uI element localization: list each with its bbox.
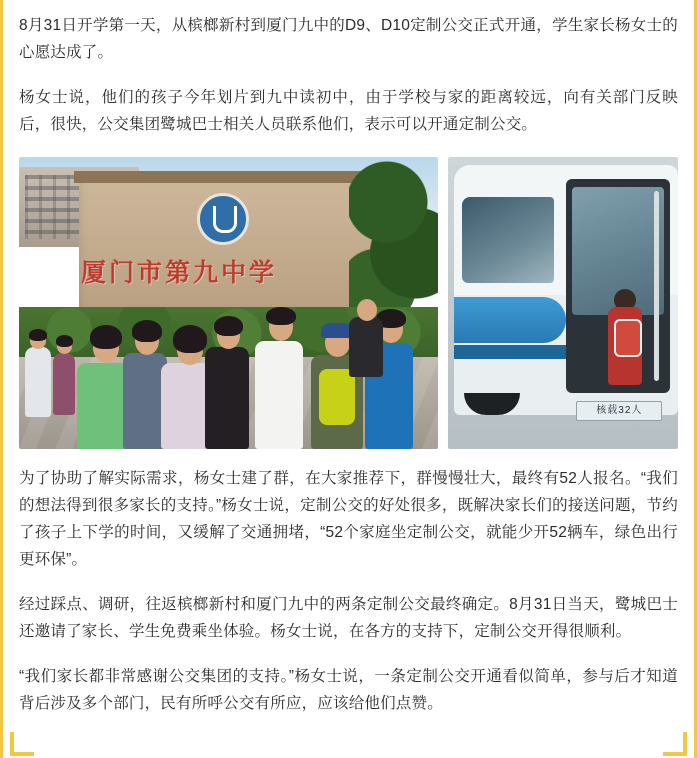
paragraph-3: 为了协助了解实际需求，杨女士建了群，在大家推荐下，群慢慢壮大，最终有52人报名。“我们的想法得到很多家长的支持。”杨女士说，定制公交的好处很多，既解决家长们的接送问题，节约了孩子上下学的时间，又缓解了交通拥堵，“52个家庭坐定制公交，就能少开52辆车，绿色出行更环保”。: [19, 469, 678, 568]
tree: [349, 157, 438, 321]
student-backpack: [614, 319, 642, 357]
article-content: [3, 0, 694, 718]
person-figure: [205, 347, 249, 449]
footer-bar: [6, 732, 691, 758]
person-hair: [29, 329, 47, 341]
school-name-text: 厦门市第九中学: [81, 259, 278, 287]
paragraph-5: “我们家长都非常感谢公交集团的支持。”杨女士说，一条定制公交开通看似简单，参与后才知道背后涉及多个部门，民有所呼公交有所应，应该给他们点赞。: [19, 668, 678, 713]
bus-windshield: [462, 197, 554, 283]
person-head: [357, 299, 377, 321]
photo-row: [19, 157, 678, 449]
person-figure: [25, 347, 51, 417]
person-hair: [56, 335, 73, 347]
corner-ornament-left: [10, 732, 34, 756]
person-figure: [349, 317, 383, 377]
person-hair: [266, 307, 296, 325]
bus-blue-stripe-lower: [454, 345, 566, 359]
backpack: [319, 369, 355, 425]
person-hair: [214, 316, 243, 336]
paragraph-1: 8月31日开学第一天，从槟榔新村到厦门九中的D9、D10定制公交正式开通，学生家长杨女士的心愿达成了。: [19, 17, 678, 62]
handrail: [654, 191, 659, 381]
bus-blue-stripe: [454, 297, 566, 343]
corner-ornament-right: [663, 732, 687, 756]
person-figure: [53, 353, 75, 415]
bus-capacity-label: 核载32人: [576, 401, 662, 421]
person-hair: [90, 325, 122, 349]
paragraph-2: 杨女士说，他们的孩子今年划片到九中读初中，由于学校与家的距离较远，向有关部门反映后，很快，公交集团鹭城巴士相关人员联系他们，表示可以开通定制公交。: [19, 89, 678, 134]
person-hair: [132, 320, 162, 342]
wall-cap: [74, 171, 384, 183]
paragraph-4: 经过踩点、调研，往返槟榔新村和厦门九中的两条定制公交最终确定。8月31日当天，鹭城巴士还邀请了家长、学生免费乘坐体验。杨女士说，在各方的支持下，定制公交开得很顺利。: [19, 596, 678, 641]
school-emblem-icon: [197, 193, 249, 245]
person-figure: [255, 341, 303, 449]
person-hair: [173, 325, 207, 353]
photo-school-gate: [19, 157, 438, 449]
photo-custom-bus: [448, 157, 678, 449]
